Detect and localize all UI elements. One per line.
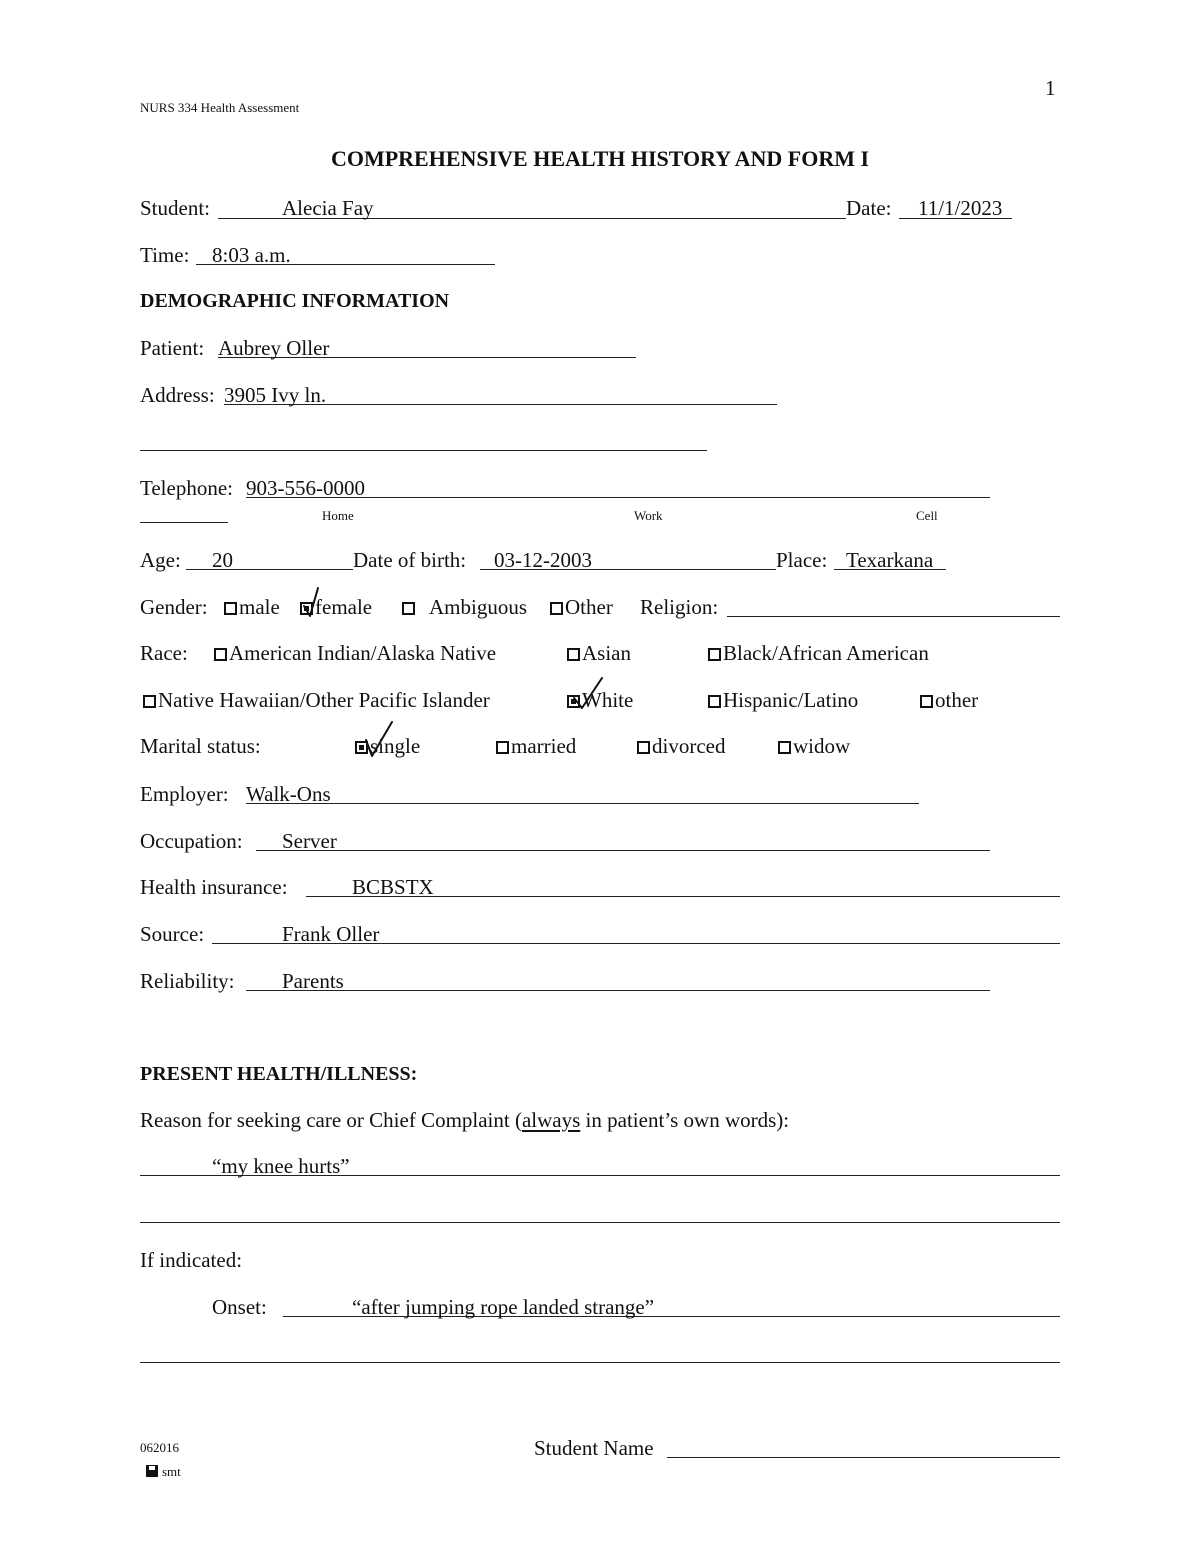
if-indicated-label: If indicated:	[140, 1248, 243, 1272]
race-option-hispanic[interactable]	[708, 688, 858, 712]
date-field[interactable]: 11/1/2023	[918, 196, 1003, 220]
onset-label: Onset:	[212, 1295, 267, 1319]
reliability-label: Reliability:	[140, 969, 235, 993]
race-option-label: Native Hawaiian/Other Pacific Islander	[158, 688, 490, 712]
occupation-field-line	[256, 850, 990, 851]
gender-label: Gender:	[140, 595, 208, 619]
insurance-field[interactable]: BCBSTX	[352, 875, 434, 899]
marital-option-single[interactable]	[355, 734, 420, 758]
marital-option-label: divorced	[652, 734, 726, 758]
gender-option-other[interactable]	[550, 595, 613, 619]
onset-field[interactable]: “after jumping rope landed strange”	[352, 1295, 655, 1319]
telephone-label: Telephone:	[140, 476, 233, 500]
dob-field[interactable]: 03-12-2003	[494, 548, 592, 572]
checkbox-hispanic[interactable]	[708, 695, 721, 708]
marital-option-divorced[interactable]	[637, 734, 725, 758]
race-option-label: Black/African American	[723, 641, 929, 665]
date-label: Date:	[846, 196, 892, 220]
checkbox-other[interactable]	[550, 602, 563, 615]
source-label: Source:	[140, 922, 205, 946]
gender-option-label: Ambiguous	[429, 595, 528, 619]
marital-option-label: single	[370, 734, 421, 758]
source-field[interactable]: Frank Oller	[282, 922, 380, 946]
employer-field-line	[246, 803, 919, 804]
marital-option-widow[interactable]	[778, 734, 850, 758]
occupation-field[interactable]: Server	[282, 829, 337, 853]
student-field[interactable]: Alecia Fay	[282, 196, 374, 220]
race-option-label: American Indian/Alaska Native	[229, 641, 497, 665]
race-option-label: Asian	[582, 641, 631, 665]
onset-line-2[interactable]	[140, 1362, 1060, 1363]
phone-type-cell: Cell	[916, 508, 938, 523]
page-title: COMPREHENSIVE HEALTH HISTORY AND FORM I	[330, 146, 870, 171]
checkbox-married[interactable]	[496, 741, 509, 754]
time-label: Time:	[140, 243, 190, 267]
employer-label: Employer:	[140, 782, 229, 806]
demographic-heading: DEMOGRAPHIC INFORMATION	[140, 290, 450, 312]
initials-text: smt	[162, 1464, 181, 1479]
age-label: Age:	[140, 548, 181, 572]
religion-field[interactable]	[727, 616, 1060, 617]
chief-complaint-line-2[interactable]	[140, 1222, 1060, 1223]
page-number: 1	[1045, 76, 1056, 100]
checkbox-female[interactable]	[300, 602, 313, 615]
race-option-native-hawaiian[interactable]	[143, 688, 490, 712]
race-label: Race:	[140, 641, 188, 665]
present-health-heading: PRESENT HEALTH/ILLNESS:	[140, 1063, 418, 1085]
reliability-field-line	[246, 990, 990, 991]
checkbox-single[interactable]	[355, 741, 368, 754]
checkbox-race-other[interactable]	[920, 695, 933, 708]
marital-option-label: married	[511, 734, 577, 758]
chief-complaint-field[interactable]: “my knee hurts”	[212, 1154, 350, 1178]
gender-option-label: Other	[565, 595, 613, 619]
dob-label: Date of birth:	[353, 548, 467, 572]
time-field[interactable]: 8:03 a.m.	[212, 243, 291, 267]
checkbox-ambiguous[interactable]	[402, 602, 415, 615]
race-option-white[interactable]	[567, 688, 633, 712]
age-field[interactable]: 20	[212, 548, 233, 572]
address-label: Address:	[140, 383, 215, 407]
reliability-field[interactable]: Parents	[282, 969, 344, 993]
checkbox-asian[interactable]	[567, 648, 580, 661]
gender-option-female[interactable]	[300, 595, 372, 619]
checkbox-widow[interactable]	[778, 741, 791, 754]
race-option-american-indian[interactable]	[214, 641, 496, 665]
prompt-emphasis: always	[521, 1108, 581, 1132]
phone-type-home: Home	[322, 508, 354, 523]
prompt-prefix: Reason for seeking care or Chief Complaint (	[140, 1108, 522, 1132]
gender-option-male[interactable]	[224, 595, 280, 619]
telephone-field[interactable]: 903-556-0000	[246, 476, 365, 500]
checkbox-white[interactable]	[567, 695, 580, 708]
telephone-line-2	[140, 522, 228, 523]
marital-option-label: widow	[793, 734, 851, 758]
race-option-black[interactable]	[708, 641, 929, 665]
address-field[interactable]: 3905 Ivy ln.	[224, 383, 327, 407]
checkbox-native-hawaiian[interactable]	[143, 695, 156, 708]
phone-type-work: Work	[634, 508, 663, 523]
place-label: Place:	[776, 548, 828, 572]
lock-icon	[146, 1465, 158, 1477]
marital-label: Marital status:	[140, 734, 261, 758]
race-option-label: White	[582, 688, 634, 712]
race-option-other[interactable]	[920, 688, 978, 712]
place-field[interactable]: Texarkana	[846, 548, 934, 572]
student-label: Student:	[140, 196, 211, 220]
race-option-label: Hispanic/Latino	[723, 688, 859, 712]
insurance-label: Health insurance:	[140, 875, 288, 899]
course-header: NURS 334 Health Assessment	[140, 100, 300, 115]
race-option-label: other	[935, 688, 979, 712]
checkbox-male[interactable]	[224, 602, 237, 615]
gender-option-label: female	[315, 595, 373, 619]
address-line-2[interactable]	[140, 450, 707, 451]
chief-complaint-prompt	[140, 1108, 789, 1132]
checkbox-divorced[interactable]	[637, 741, 650, 754]
checkbox-black[interactable]	[708, 648, 721, 661]
footer-initials	[146, 1464, 181, 1480]
student-name-field[interactable]	[667, 1457, 1060, 1458]
checkbox-american-indian[interactable]	[214, 648, 227, 661]
race-option-asian[interactable]	[567, 641, 631, 665]
form-code: 062016	[140, 1440, 179, 1455]
gender-option-label: male	[239, 595, 280, 619]
marital-option-married[interactable]	[496, 734, 576, 758]
religion-label: Religion:	[640, 595, 719, 619]
patient-label: Patient:	[140, 336, 205, 360]
student-name-label: Student Name	[534, 1436, 654, 1460]
gender-option-ambiguous[interactable]	[402, 595, 527, 619]
occupation-label: Occupation:	[140, 829, 243, 853]
employer-field[interactable]: Walk-Ons	[246, 782, 331, 806]
prompt-suffix: in patient’s own words):	[580, 1108, 790, 1132]
patient-field[interactable]: Aubrey Oller	[218, 336, 330, 360]
